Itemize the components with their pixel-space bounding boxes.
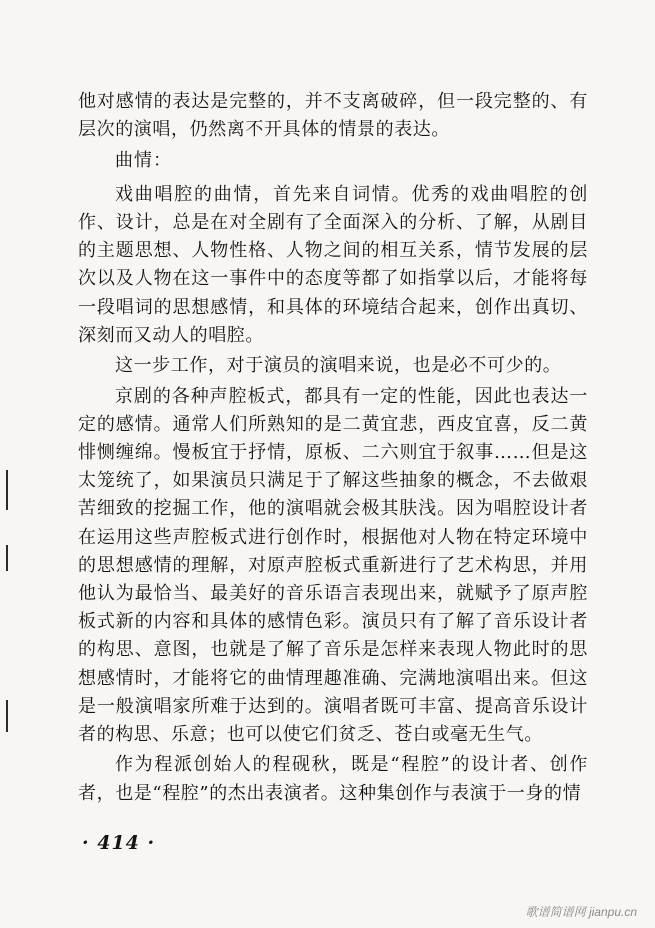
scan-edge-mark (6, 700, 8, 732)
paragraph: 戏曲唱腔的曲情，首先来自词情。优秀的戏曲唱腔的创作、设计，总是在对全剧有了全面深入的分析、了解，从剧目的主题思想、人物性格、人物之间的相互关系，情节发展的层次以及人物在这一事件中的态度等都了如指掌以后，才能将每一段唱词的思想感情，和具体的环境结合起来，创作出真切、深刻而又动人的唱腔。 (78, 183, 588, 346)
page-number: · 414 · (82, 832, 156, 854)
section-heading: 曲情： (115, 149, 172, 171)
scan-edge-mark (6, 545, 8, 571)
scan-edge-mark (6, 470, 8, 510)
paragraph-continuation: 他对感情的表达是完整的，并不支离破碎，但一段完整的、有层次的演唱，仍然离不开具体的情景的表达。 (78, 91, 588, 141)
body-text (78, 88, 588, 810)
paragraph: 这一步工作，对于演员的演唱来说，也是必不可少的。 (115, 355, 562, 377)
paragraph: 京剧的各种声腔板式，都具有一定的性能，因此也表达一定的感情。通常人们所熟知的是二黄宜悲，西皮宜喜，反二黄悱恻缠绵。慢板宜于抒情，原板、二六则宜于叙事……但是这太笼统了，如果演员只满足于了解这些抽象的概念，不去做艰苦细致的挖掘工作，他的演唱就会极其肤浅。因为唱腔设计者在运用这些声腔板式进行创作时，根据他对人物在特定环境中的思想感情的理解，对原声腔板式重新进行了艺术构思，并用他认为最恰当、最美好的音乐语言表现出来，就赋予了原声腔板式新的内容和具体的感情色彩。演员只有了解了音乐设计者的构思、意图，也就是了解了音乐是怎样来表现人物此时的思想感情时，才能将它的曲情理趣准确、完满地演唱出来。但这是一般演唱家所难于达到的。演唱者既可丰富、提高音乐设计者的构思、乐意；也可以使它们贫乏、苍白或毫无生气。 (78, 385, 588, 746)
site-watermark: 歌谱简谱网 jianpu.cn (525, 905, 637, 919)
paragraph: 作为程派创始人的程砚秋，既是“程腔”的设计者、创作者，也是“程腔”的杰出表演者。这种集创作与表演于一身的情 (78, 754, 588, 804)
